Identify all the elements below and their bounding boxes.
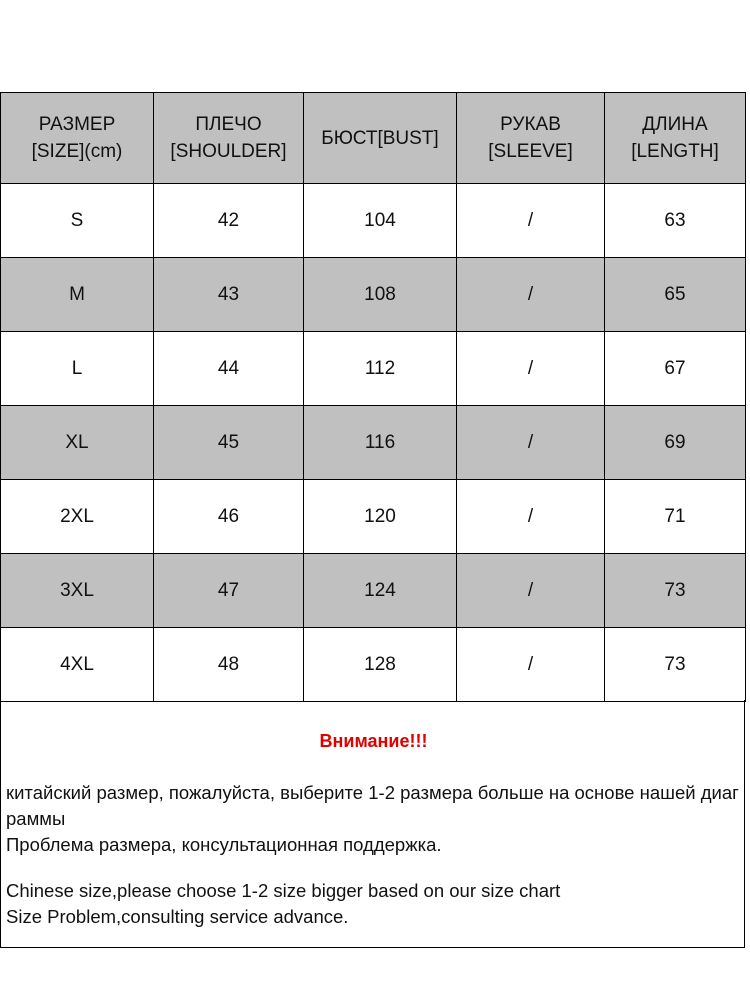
header-size bbox=[1, 93, 154, 184]
cell-sleeve: / bbox=[457, 480, 605, 554]
header-shoulder bbox=[154, 93, 304, 184]
cell-length: 73 bbox=[605, 554, 746, 628]
cell-sleeve: / bbox=[457, 184, 605, 258]
cell-length: 71 bbox=[605, 480, 746, 554]
cell-size: XL bbox=[1, 406, 154, 480]
cell-shoulder: 48 bbox=[154, 628, 304, 702]
cell-length: 63 bbox=[605, 184, 746, 258]
table-row bbox=[1, 480, 746, 554]
notice-russian bbox=[6, 780, 744, 858]
cell-bust: 128 bbox=[304, 628, 457, 702]
cell-shoulder: 42 bbox=[154, 184, 304, 258]
cell-size: M bbox=[1, 258, 154, 332]
table-row bbox=[1, 258, 746, 332]
cell-shoulder: 46 bbox=[154, 480, 304, 554]
header-size-en: [SIZE](cm) bbox=[31, 141, 123, 162]
cell-shoulder: 47 bbox=[154, 554, 304, 628]
cell-size: 3XL bbox=[1, 554, 154, 628]
notice-english bbox=[6, 878, 744, 930]
cell-bust: 116 bbox=[304, 406, 457, 480]
cell-length: 73 bbox=[605, 628, 746, 702]
cell-bust: 124 bbox=[304, 554, 457, 628]
header-length bbox=[605, 93, 746, 184]
cell-length: 69 bbox=[605, 406, 746, 480]
cell-size: 2XL bbox=[1, 480, 154, 554]
cell-sleeve: / bbox=[457, 406, 605, 480]
table-row bbox=[1, 184, 746, 258]
table-row bbox=[1, 332, 746, 406]
cell-size: L bbox=[1, 332, 154, 406]
table-row bbox=[1, 554, 746, 628]
cell-sleeve: / bbox=[457, 628, 605, 702]
cell-bust: 104 bbox=[304, 184, 457, 258]
cell-bust: 108 bbox=[304, 258, 457, 332]
cell-shoulder: 44 bbox=[154, 332, 304, 406]
header-bust-label: БЮСТ[BUST] bbox=[321, 127, 439, 149]
cell-sleeve: / bbox=[457, 554, 605, 628]
cell-length: 65 bbox=[605, 258, 746, 332]
cell-bust: 112 bbox=[304, 332, 457, 406]
cell-sleeve: / bbox=[457, 332, 605, 406]
table-row bbox=[1, 628, 746, 702]
notice-en-line-1: Chinese size,please choose 1-2 size bigger based on our size chart bbox=[6, 880, 561, 901]
table-row bbox=[1, 406, 746, 480]
header-sleeve-en: [SLEEVE] bbox=[488, 141, 573, 162]
header-sleeve-ru: РУКАВ bbox=[500, 114, 561, 135]
header-length-ru: ДЛИНА bbox=[642, 114, 708, 135]
cell-bust: 120 bbox=[304, 480, 457, 554]
header-shoulder-en: [SHOULDER] bbox=[170, 141, 287, 162]
notice-en-line-2: Size Problem,consulting service advance. bbox=[6, 906, 349, 927]
size-chart-table bbox=[0, 92, 746, 702]
cell-shoulder: 43 bbox=[154, 258, 304, 332]
header-bust bbox=[304, 93, 457, 184]
cell-length: 67 bbox=[605, 332, 746, 406]
cell-shoulder: 45 bbox=[154, 406, 304, 480]
notice-ru-line-1: китайский размер, пожалуйста, выберите 1-2 размера больше на основе нашей диаграммы bbox=[6, 782, 739, 829]
header-size-ru: РАЗМЕР bbox=[38, 114, 116, 135]
attention-heading: Внимание!!! bbox=[319, 731, 428, 751]
cell-sleeve: / bbox=[457, 258, 605, 332]
table-header-row bbox=[1, 93, 746, 184]
cell-size: 4XL bbox=[1, 628, 154, 702]
header-sleeve bbox=[457, 93, 605, 184]
cell-size: S bbox=[1, 184, 154, 258]
header-length-en: [LENGTH] bbox=[631, 141, 719, 162]
header-shoulder-ru: ПЛЕЧО bbox=[195, 114, 262, 135]
notice-box bbox=[0, 700, 745, 948]
notice-ru-line-2: Проблема размера, консультационная поддержка. bbox=[6, 834, 442, 855]
